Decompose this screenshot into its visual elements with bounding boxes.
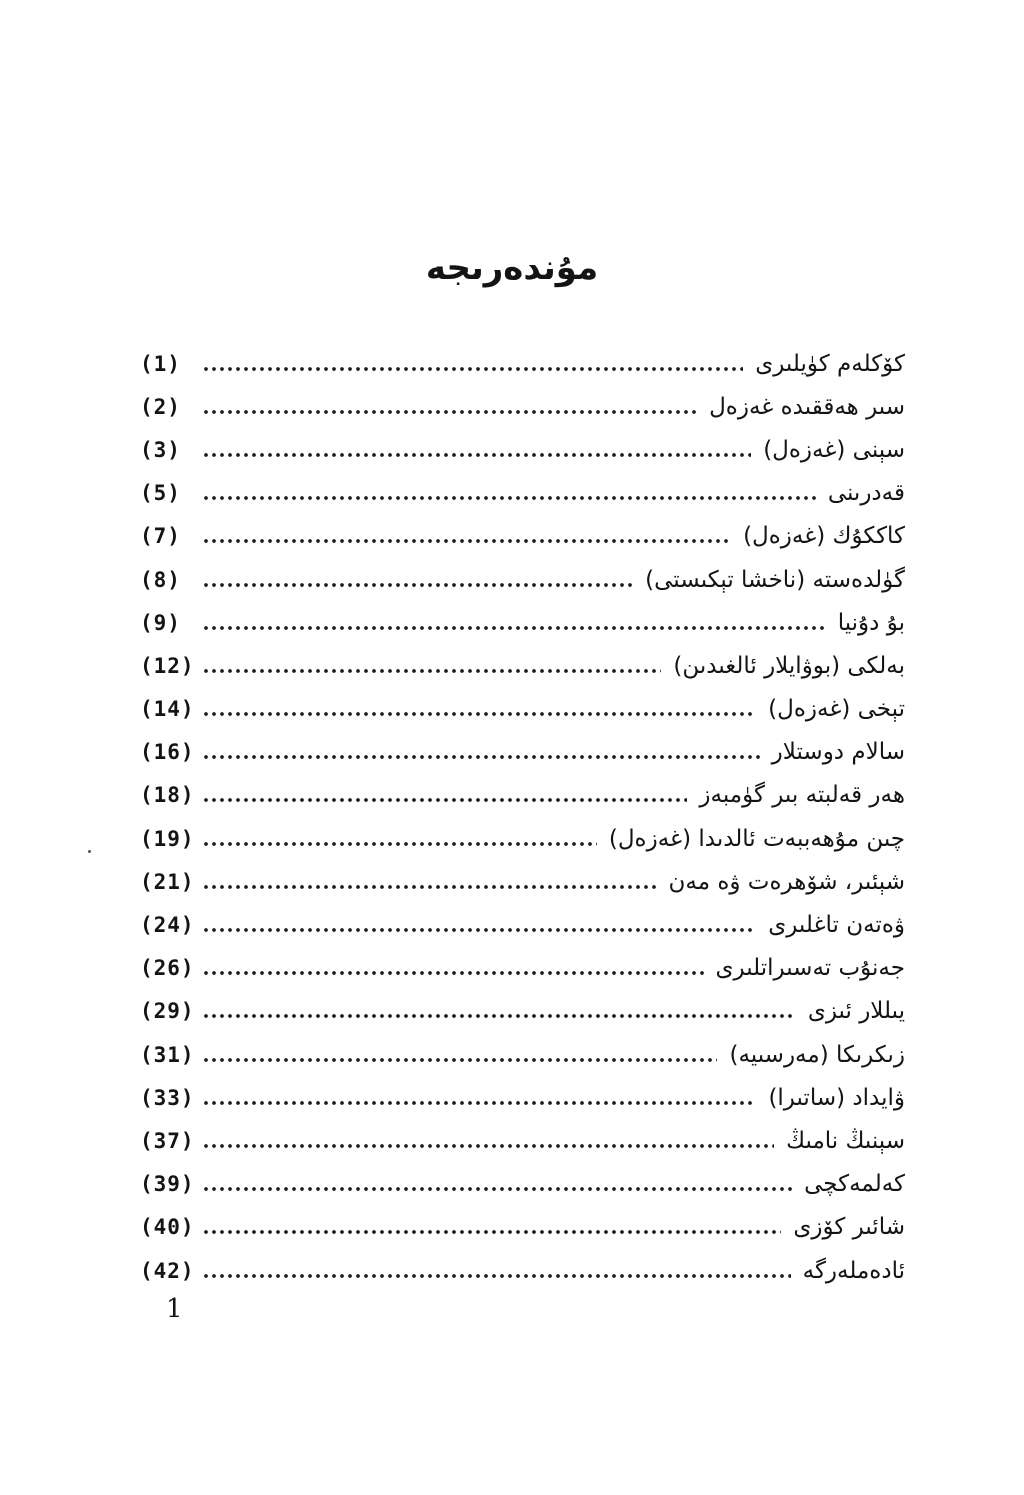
- dot-leader: [202, 583, 633, 587]
- toc-page-number: (24): [140, 913, 195, 938]
- dot-leader: [202, 539, 731, 543]
- toc-page-number: (3): [140, 437, 181, 462]
- toc-page-number: (9): [140, 610, 181, 635]
- table-of-contents: [140, 342, 905, 1292]
- toc-entry-title: سىر ھەققىدە غەزەل: [709, 393, 905, 420]
- toc-page-number: (16): [140, 740, 195, 765]
- dot-leader: [202, 1014, 796, 1018]
- dot-leader: [202, 1144, 774, 1148]
- toc-entry-row: [140, 515, 905, 558]
- toc-entry-title: ۋايداد (ساتىرا): [768, 1084, 905, 1111]
- toc-entry-row: [140, 428, 905, 471]
- dot-leader: [202, 367, 743, 371]
- toc-entry-row: [140, 1206, 905, 1249]
- toc-entry-title: سېنى (غەزەل): [763, 436, 905, 463]
- toc-entry-title: شېئىر، شۆھرەت ۋە مەن: [668, 868, 905, 895]
- dot-leader: [202, 1187, 792, 1191]
- dot-leader: [202, 885, 656, 889]
- page-title: مۇندەرىجە: [425, 248, 599, 288]
- toc-entry-row: [140, 990, 905, 1033]
- toc-page-number: (42): [140, 1258, 195, 1283]
- toc-page-number: (37): [140, 1128, 195, 1153]
- toc-entry-title: كۆكلەم كۈيلىرى: [755, 350, 905, 377]
- toc-entry-row: [140, 1163, 905, 1206]
- toc-page-number: (21): [140, 869, 195, 894]
- dot-leader: [202, 1230, 781, 1234]
- toc-entry-row: [140, 731, 905, 774]
- toc-entry-title: ئادەملەرگە: [802, 1257, 905, 1284]
- toc-entry-title: گۈلدەستە (ناخشا تېكىستى): [645, 566, 905, 593]
- dot-leader: [202, 1101, 756, 1105]
- toc-entry-row: [140, 947, 905, 990]
- page-number: 1: [166, 1294, 183, 1324]
- toc-page-number: (29): [140, 999, 195, 1024]
- toc-entry-row: [140, 860, 905, 903]
- toc-page-number: (40): [140, 1215, 195, 1240]
- toc-entry-row: [140, 644, 905, 687]
- toc-page-number: (12): [140, 653, 195, 678]
- toc-entry-title: كەلمەكچى: [804, 1171, 905, 1198]
- dot-leader: [202, 928, 756, 932]
- toc-entry-row: [140, 1033, 905, 1076]
- toc-entry-title: زىكرىكا (مەرسىيە): [729, 1041, 905, 1068]
- toc-entry-title: شائىر كۆزى: [793, 1214, 905, 1241]
- dot-leader: [202, 755, 760, 759]
- toc-entry-row: [140, 688, 905, 731]
- toc-page-number: (2): [140, 394, 181, 419]
- toc-entry-title: تېخى (غەزەل): [768, 696, 905, 723]
- toc-entry-title: كاككۇك (غەزەل): [743, 523, 905, 550]
- dot-leader: [202, 971, 704, 975]
- toc-entry-title: جەنۇب تەسىراتلىرى: [715, 955, 905, 982]
- toc-entry-title: بەلكى (بوۋايلار ئالغىدىن): [673, 652, 905, 679]
- dot-leader: [202, 626, 826, 630]
- scan-speck: [88, 850, 91, 853]
- toc-entry-title: ۋەتەن تاغلىرى: [768, 912, 905, 939]
- dot-leader: [202, 410, 697, 414]
- dot-leader: [202, 496, 816, 500]
- toc-entry-row: [140, 1249, 905, 1292]
- toc-entry-title: چىن مۇھەببەت ئالدىدا (غەزەل): [608, 825, 905, 852]
- toc-page-number: (18): [140, 783, 195, 808]
- toc-entry-row: [140, 1076, 905, 1119]
- toc-page-number: (14): [140, 697, 195, 722]
- dot-leader: [202, 1058, 717, 1062]
- toc-entry-title: يىللار ئىزى: [807, 998, 905, 1025]
- toc-entry-title: بۇ دۇنيا: [837, 609, 905, 636]
- dot-leader: [202, 842, 597, 846]
- toc-entry-row: [140, 558, 905, 601]
- toc-entry-row: [140, 903, 905, 946]
- dot-leader: [202, 1274, 791, 1278]
- toc-page-number: (31): [140, 1042, 195, 1067]
- toc-entry-row: [140, 1119, 905, 1162]
- toc-entry-title: قەدرىنى: [827, 480, 905, 507]
- toc-page-number: (26): [140, 956, 195, 981]
- toc-entry-title: سالام دوستلار: [771, 739, 905, 766]
- toc-entry-title: سېنىڭ نامىڭ: [786, 1127, 905, 1154]
- dot-leader: [202, 712, 756, 716]
- dot-leader: [202, 669, 661, 673]
- toc-page-number: (8): [140, 567, 181, 592]
- toc-entry-row: [140, 817, 905, 860]
- toc-entry-row: [140, 472, 905, 515]
- toc-entry-row: [140, 774, 905, 817]
- toc-page-number: (1): [140, 351, 181, 376]
- toc-entry-row: [140, 385, 905, 428]
- toc-entry-row: [140, 342, 905, 385]
- toc-page-number: (33): [140, 1085, 195, 1110]
- toc-page-number: (19): [140, 826, 195, 851]
- toc-page-number: (5): [140, 481, 181, 506]
- toc-page-number: (7): [140, 524, 181, 549]
- dot-leader: [202, 798, 687, 802]
- dot-leader: [202, 453, 751, 457]
- toc-entry-title: ھەر قەلبتە بىر گۈمبەز: [699, 782, 905, 809]
- toc-page-number: (39): [140, 1172, 195, 1197]
- toc-entry-row: [140, 601, 905, 644]
